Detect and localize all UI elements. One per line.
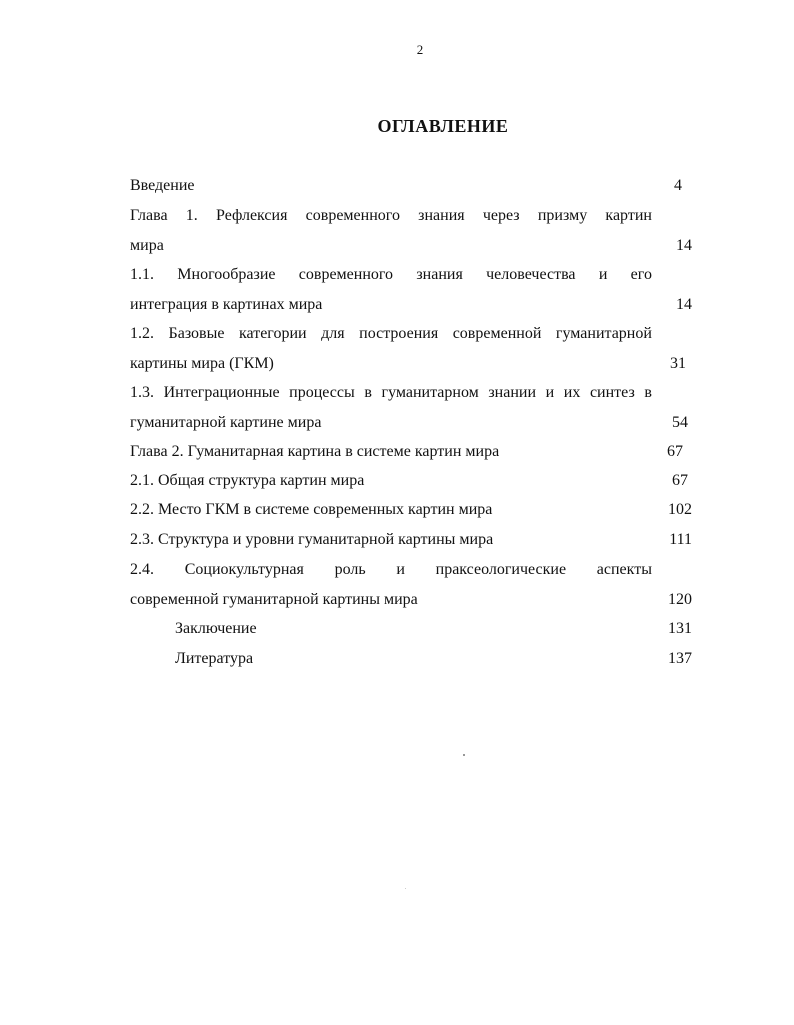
toc-entry-page: 102: [668, 501, 692, 518]
toc-entry-title: 2.3. Структура и уровни гуманитарной картины мира: [130, 531, 494, 548]
toc-entry-title-line1: 1.1. Многообразие современного знания человечества и его: [130, 266, 652, 283]
toc-entry-title: Заключение: [175, 620, 257, 637]
scan-speck: [405, 888, 406, 889]
toc-entry-title-line1: 1.3. Интеграционные процессы в гуманитарном знании и их синтез в: [130, 384, 652, 401]
scan-speck: [463, 754, 465, 756]
toc-entry-title-line1: 2.4. Социокультурная роль и праксеологические аспекты: [130, 561, 652, 578]
toc-entry-title: 2.2. Место ГКМ в системе современных картин мира: [130, 501, 493, 518]
toc-entry-page: 14: [676, 236, 692, 254]
toc-entry-title: Введение: [130, 177, 195, 194]
toc-entry-title-line1: Глава 1. Рефлексия современного знания через призму картин: [130, 207, 652, 224]
toc-entry-page: 120: [668, 590, 692, 608]
toc-entry-page: 131: [668, 620, 692, 637]
toc-entry-page: 31: [670, 354, 686, 372]
toc-entry-title-line2: картины мира (ГКМ): [130, 354, 274, 372]
toc-entry-page: 54: [672, 413, 688, 431]
toc-entry-page: 14: [676, 295, 692, 313]
toc-entry-page: 67: [672, 472, 688, 489]
toc-entry-title-line1: 1.2. Базовые категории для построения современной гуманитарной: [130, 325, 652, 342]
toc-entry-title-line2: гуманитарной картине мира: [130, 413, 322, 431]
toc-entry-page: 4: [674, 177, 682, 194]
toc-entry-title-line2: мира: [130, 236, 164, 254]
page-number: 2: [416, 42, 424, 57]
toc-title: ОГЛАВЛЕНИЕ: [377, 116, 509, 136]
toc-entry-title-line2: интеграция в картинах мира: [130, 295, 323, 313]
toc-entry-title: 2.1. Общая структура картин мира: [130, 472, 365, 489]
toc-entry-title: Глава 2. Гуманитарная картина в системе картин мира: [130, 443, 500, 460]
toc-entry-title: Литература: [175, 650, 254, 667]
toc-entry-title-line2: современной гуманитарной картины мира: [130, 590, 418, 608]
toc-entry-page: 67: [667, 443, 683, 460]
toc-entry-page: 137: [668, 650, 692, 667]
toc-entry-page: 111: [669, 531, 692, 548]
